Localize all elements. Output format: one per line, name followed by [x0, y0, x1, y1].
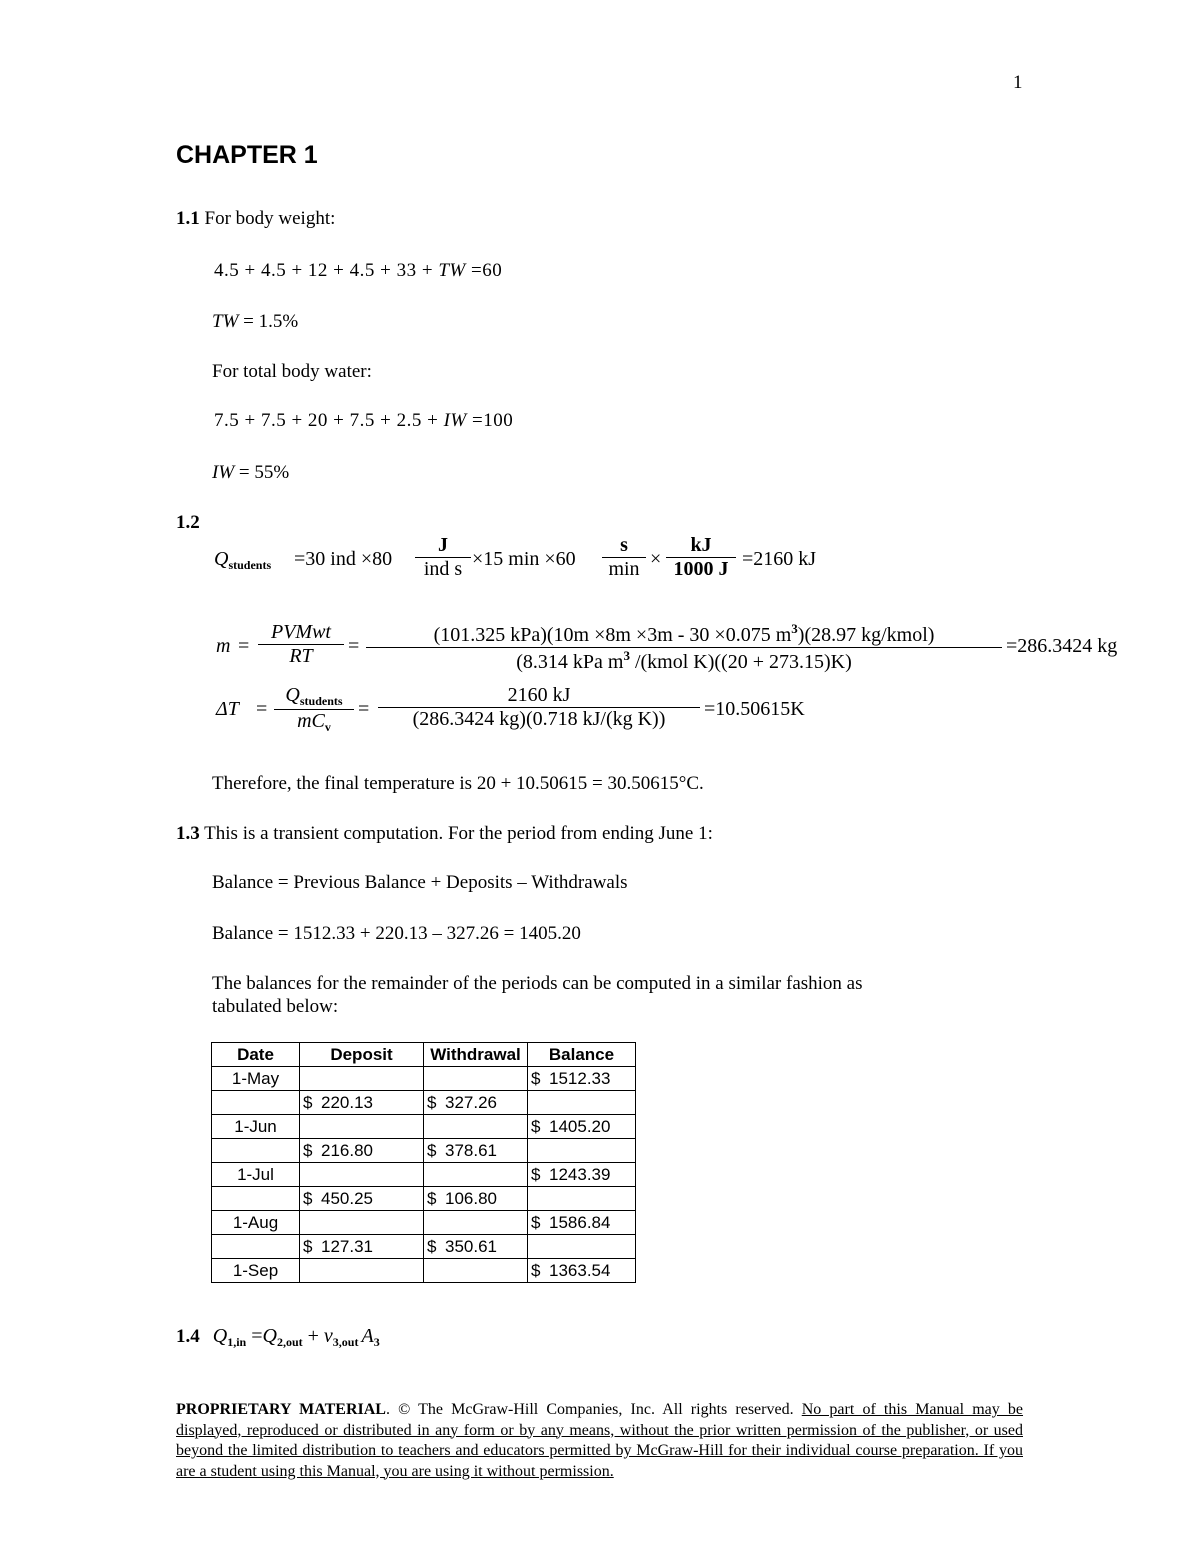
currency-symbol: $: [427, 1189, 437, 1208]
q-students-symbol: [214, 548, 271, 573]
amount: 1363.54: [549, 1261, 611, 1280]
table-row: [212, 1139, 636, 1163]
fraction-q-over-mcv: [274, 684, 354, 735]
v3-symbol: v: [323, 1325, 333, 1347]
notice-copyright: . © The McGraw-Hill Companies, Inc. All rights reserved.: [385, 1401, 802, 1418]
table-cell: [300, 1187, 424, 1211]
result-tw: [212, 311, 298, 333]
table-cell: [300, 1211, 424, 1235]
table-row: [212, 1115, 636, 1139]
table-cell: [528, 1259, 636, 1283]
table-cell: [424, 1259, 528, 1283]
balance-computation: Balance = 1512.33 + 220.13 – 327.26 = 1405.20: [212, 923, 581, 944]
v3-subscript: 3,out: [332, 1335, 359, 1349]
table-row: [212, 1091, 636, 1115]
fraction-kj-per-1000j: [666, 534, 736, 581]
table-cell: [212, 1187, 300, 1211]
currency-symbol: $: [303, 1189, 313, 1208]
currency-symbol: $: [427, 1141, 437, 1160]
currency-symbol: $: [531, 1261, 541, 1280]
fraction-numerator: kJ: [690, 534, 712, 556]
table-intro-line2: tabulated below:: [212, 996, 339, 1017]
problem-number: 1.4: [176, 1326, 200, 1347]
notice-title: PROPRIETARY MATERIAL: [176, 1401, 386, 1418]
problem-1-1-intro: [176, 208, 335, 230]
currency-symbol: $: [303, 1093, 313, 1112]
problem-1-3-intro: [176, 823, 713, 845]
table-cell: [300, 1067, 424, 1091]
plus-sign: +: [302, 1325, 324, 1347]
table-cell: [424, 1235, 528, 1259]
table-cell: [212, 1235, 300, 1259]
amount: 1586.84: [549, 1213, 611, 1232]
amount: 1243.39: [549, 1165, 611, 1184]
m-symbol: m: [216, 635, 231, 657]
table-cell: [528, 1115, 636, 1139]
a3-symbol: A: [361, 1325, 374, 1347]
table-cell: [424, 1067, 528, 1091]
amount: 1405.20: [549, 1117, 611, 1136]
delta-t-result: =10.50615K: [704, 698, 805, 720]
table-row: [212, 1187, 636, 1211]
table-cell: [300, 1115, 424, 1139]
fraction-numerator: PVMwt: [271, 621, 331, 643]
table-cell: 1-Sep: [212, 1259, 300, 1283]
amount: 1512.33: [549, 1069, 611, 1088]
currency-symbol: $: [427, 1237, 437, 1256]
amount: 350.61: [445, 1237, 497, 1256]
fraction-numerator: s: [620, 534, 628, 556]
fraction-mass-computation: [366, 621, 1002, 674]
problem-1-4-equation: [176, 1325, 380, 1350]
table-cell: [212, 1091, 300, 1115]
delta-t-equals-2: =: [358, 698, 370, 720]
q-subscript: students: [228, 558, 272, 572]
equation-variable: TW: [438, 260, 466, 281]
q-equation-part2: ×15 min ×60: [472, 548, 576, 570]
table-cell: [424, 1115, 528, 1139]
amount: 220.13: [321, 1093, 373, 1112]
table-cell: [528, 1235, 636, 1259]
fraction-denominator: RT: [258, 644, 344, 668]
fraction-numerator: [274, 684, 354, 709]
table-cell: [300, 1163, 424, 1187]
chapter-title: CHAPTER 1: [176, 141, 318, 169]
currency-symbol: $: [303, 1237, 313, 1256]
amount: 327.26: [445, 1093, 497, 1112]
table-cell: [528, 1139, 636, 1163]
table-row: [212, 1163, 636, 1187]
q1-symbol: Q: [212, 1325, 228, 1347]
header-date: Date: [212, 1043, 300, 1067]
denominator-symbol: mC: [297, 710, 325, 732]
conclusion-final-temperature: Therefore, the final temperature is 20 + 10.50615 = 30.50615°C.: [212, 773, 704, 794]
page-number: 1: [1013, 72, 1023, 93]
currency-symbol: $: [427, 1093, 437, 1112]
fraction-numerator: J: [438, 534, 448, 556]
fraction-s-per-min: [602, 534, 646, 581]
table-cell: 1-Jun: [212, 1115, 300, 1139]
fraction-denominator: 1000 J: [666, 557, 736, 581]
table-cell: [424, 1187, 528, 1211]
currency-symbol: $: [303, 1141, 313, 1160]
amount: 216.80: [321, 1141, 373, 1160]
fraction-denominator: ind s: [415, 557, 471, 581]
m-equals: =: [238, 635, 250, 657]
fraction-denominator: min: [602, 557, 646, 581]
result-value: = 1.5%: [238, 311, 299, 332]
q-equation-part3: ×: [650, 548, 662, 570]
fraction-denominator: [366, 647, 1002, 674]
result-variable: IW: [212, 462, 235, 483]
table-cell: [300, 1091, 424, 1115]
denominator-text: (8.314 kPa m: [516, 651, 624, 673]
intro-total-body-water: For total body water:: [212, 361, 372, 382]
currency-symbol: $: [531, 1213, 541, 1232]
table-cell: [424, 1211, 528, 1235]
table-cell: [300, 1235, 424, 1259]
header-withdrawal: Withdrawal: [424, 1043, 528, 1067]
balance-formula: Balance = Previous Balance + Deposits – Withdrawals: [212, 872, 628, 893]
table-cell: [528, 1091, 636, 1115]
result-variable: TW: [212, 311, 239, 332]
intro-text: For body weight:: [204, 208, 336, 229]
m-result: =286.3424 kg: [1006, 635, 1118, 657]
fraction-pvmwt-rt: [258, 621, 344, 668]
table-cell: [424, 1091, 528, 1115]
m-equals-2: =: [348, 635, 360, 657]
numerator-symbol: Q: [285, 684, 300, 706]
amount: 106.80: [445, 1189, 497, 1208]
problem-number: 1.1: [176, 208, 200, 229]
equals-sign: =: [246, 1325, 263, 1347]
fraction-numerator: 2160 kJ: [507, 684, 571, 706]
delta-t-equals: =: [256, 698, 268, 720]
amount: 378.61: [445, 1141, 497, 1160]
result-value: = 55%: [234, 462, 290, 483]
denominator-tail: /(kmol K)((20 + 273.15)K): [629, 651, 852, 673]
table-cell: [300, 1259, 424, 1283]
table-cell: [424, 1163, 528, 1187]
equation-lhs: 7.5 + 7.5 + 20 + 7.5 + 2.5 +: [214, 410, 444, 431]
notice-restrictions: No part of this Manual may be displayed, reproduced or distributed in any form or by any means, without the prior written permission of the publisher, or used beyond the limited distribution to teachers and educators permitted by McGraw-Hill for their individual course preparation. If you are a student using this Manual, you are using it without permission.: [176, 1401, 1024, 1480]
q1-subscript: 1,in: [227, 1335, 247, 1349]
q-equation-part1: =30 ind ×80: [294, 548, 393, 570]
equation-variable: IW: [443, 410, 467, 431]
proprietary-notice: [176, 1400, 1023, 1482]
denominator-subscript: v: [324, 720, 331, 734]
table-cell: [528, 1211, 636, 1235]
fraction-denominator: [274, 709, 354, 735]
table-header-row: [212, 1043, 636, 1067]
equation-rhs: =60: [465, 260, 503, 281]
currency-symbol: $: [531, 1117, 541, 1136]
table-row: [212, 1235, 636, 1259]
table-cell: [300, 1139, 424, 1163]
a3-subscript: 3: [373, 1335, 380, 1349]
q2-subscript: 2,out: [276, 1335, 303, 1349]
fraction-j-per-ind-s: [415, 534, 471, 581]
table-row: [212, 1259, 636, 1283]
table-cell: [424, 1139, 528, 1163]
numerator-tail: )(28.97 kg/kmol): [797, 624, 935, 646]
table-cell: [212, 1139, 300, 1163]
equation-body-weight: [214, 260, 502, 282]
delta-t-text: ΔT: [216, 698, 239, 720]
currency-symbol: $: [531, 1069, 541, 1088]
q-equation-result: =2160 kJ: [742, 548, 817, 570]
table-intro-line1: The balances for the remainder of the periods can be computed in a similar fashion as: [212, 973, 863, 994]
table-cell: 1-Aug: [212, 1211, 300, 1235]
delta-t-symbol: [216, 698, 239, 721]
result-iw: [212, 462, 289, 484]
header-deposit: Deposit: [300, 1043, 424, 1067]
table-cell: [528, 1067, 636, 1091]
table-row: [212, 1067, 636, 1091]
numerator-text: (101.325 kPa)(10m ×8m ×3m - 30 ×0.075 m: [433, 624, 792, 646]
fraction-denominator: (286.3424 kg)(0.718 kJ/(kg K)): [378, 707, 700, 731]
q2-symbol: Q: [262, 1325, 277, 1347]
numerator-subscript: students: [299, 694, 343, 708]
table-cell: [528, 1187, 636, 1211]
fraction-numerator: [366, 621, 1002, 647]
table-row: [212, 1211, 636, 1235]
header-balance: Balance: [528, 1043, 636, 1067]
balance-table: [211, 1042, 636, 1283]
problem-number: 1.3: [176, 823, 200, 844]
numerator-exponent: 3: [791, 621, 798, 636]
table-cell: 1-Jul: [212, 1163, 300, 1187]
table-cell: [528, 1163, 636, 1187]
equation-body-water: [214, 410, 513, 432]
intro-text: This is a transient computation. For the period from ending June 1:: [204, 823, 713, 844]
equation-lhs: 4.5 + 4.5 + 12 + 4.5 + 33 +: [214, 260, 439, 281]
table-cell: 1-May: [212, 1067, 300, 1091]
currency-symbol: $: [531, 1165, 541, 1184]
amount: 127.31: [321, 1237, 373, 1256]
problem-1-2-number: 1.2: [176, 512, 200, 533]
fraction-temperature-computation: [378, 684, 700, 731]
q-symbol: Q: [214, 548, 229, 570]
denominator-exponent: 3: [623, 648, 630, 663]
amount: 450.25: [321, 1189, 373, 1208]
equation-rhs: =100: [466, 410, 514, 431]
